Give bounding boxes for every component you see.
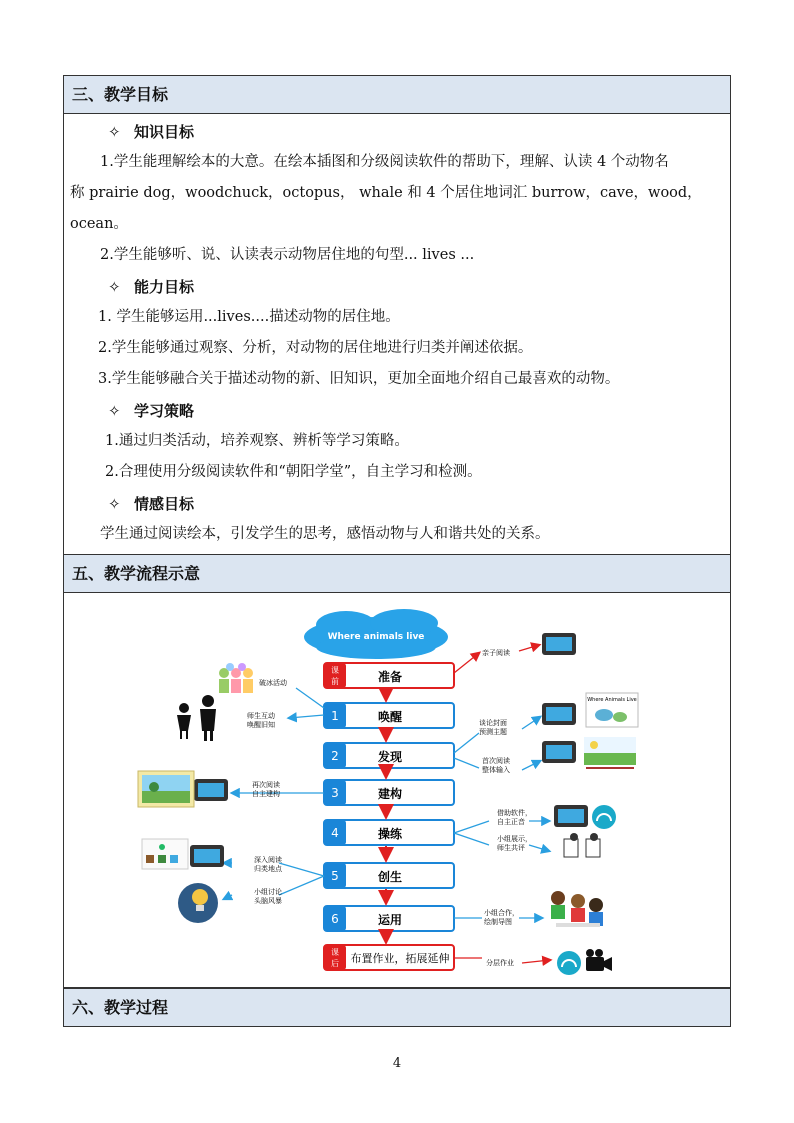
step-label-4: 操练 <box>377 827 403 841</box>
note-icebreak: 破冰活动 <box>259 679 287 687</box>
ability-p3: 3.学生能够融合关于描述动物的新、旧知识，更加全面地介绍自己最喜欢的动物。 <box>98 371 620 387</box>
tablet-icon <box>542 741 576 763</box>
step-badge-6-text: 6 <box>331 912 339 926</box>
tablet-icon <box>190 845 224 867</box>
group-presentation-icon <box>564 833 600 857</box>
video-camera-icon <box>586 949 612 971</box>
note-first-1: 首次阅读 <box>482 757 510 765</box>
section3-body <box>64 114 730 554</box>
knowledge-p1-line3: ocean。 <box>70 216 128 232</box>
step-badge-2-text: 2 <box>331 749 339 763</box>
note-teacher-1: 师生互动 <box>247 712 275 720</box>
group-cooperation-icon <box>551 891 603 927</box>
flow-steps <box>324 663 454 970</box>
tablet-icon <box>542 703 576 725</box>
tablet-icon <box>542 633 576 655</box>
step-badge-4-text: 4 <box>331 826 339 840</box>
headphone-icon <box>557 951 581 975</box>
tablet-icon <box>194 779 228 801</box>
note-parent-read: 亲子阅读 <box>482 649 510 657</box>
diamond-star-icon: ✧ <box>108 401 121 420</box>
flow-diagram-svg <box>64 593 730 987</box>
note-first-2: 整体输入 <box>482 766 510 774</box>
section6-header: 六、教学过程 <box>64 988 730 1026</box>
note-deep-2: 归类地点 <box>254 865 282 873</box>
note-software-1: 借助软件， <box>497 809 532 817</box>
note-discuss-1: 小组讨论 <box>254 888 282 896</box>
cloud-shape <box>304 609 448 659</box>
note-software-2: 自主正音 <box>497 818 525 826</box>
step-label-prep: 准备 <box>377 670 403 684</box>
tablet-icon <box>554 805 588 827</box>
section5-header: 五、教学流程示意 <box>64 554 730 593</box>
note-coop-2: 绘制导图 <box>484 918 512 926</box>
note-teacher-2: 唤醒旧知 <box>247 721 275 729</box>
forest-picture <box>138 771 194 807</box>
step-badge-after-text2: 后 <box>331 959 339 968</box>
knowledge-p2: 2.学生能够听、说、认读表示动物居住地的句型... lives ... <box>100 247 475 263</box>
note-deep-1: 深入阅读 <box>254 856 282 864</box>
knowledge-p1-line1: 1.学生能理解绘本的大意。在绘本插图和分级阅读软件的帮助下，理解、认读 4 个动物名 <box>100 154 669 170</box>
step-label-after: 布置作业，拓展延伸 <box>350 952 450 965</box>
ability-p2: 2.学生能够通过观察、分析，对动物的居住地进行归类并阐述依据。 <box>98 340 533 356</box>
ability-p1: 1. 学生能够运用...lives....描述动物的居住地。 <box>98 309 400 325</box>
diamond-star-icon: ✧ <box>108 277 121 296</box>
step-badge-5-text: 5 <box>331 869 339 883</box>
sorting-cards-image <box>142 839 188 869</box>
note-cover-1: 谈论封面 <box>479 719 507 727</box>
note-second-1: 再次阅读 <box>252 781 280 789</box>
ability-heading: ✧ 能力目标 <box>108 277 195 296</box>
strategy-p2: 2.合理使用分级阅读软件和“朝阳学堂”，自主学习和检测。 <box>105 464 482 480</box>
note-group-1: 小组展示， <box>497 835 532 843</box>
emotion-heading: ✧ 情感目标 <box>108 494 195 513</box>
knowledge-p1-line2: 称 prairie dog，woodchuck，octopus， whale 和 4 个居住地词汇 burrow，cave，wood， <box>70 185 702 201</box>
step-label-2: 发现 <box>377 750 403 764</box>
step-label-1: 唤醒 <box>377 710 403 724</box>
step-badge-prep-text2: 前 <box>331 677 339 686</box>
knowledge-heading: ✧ 知识目标 <box>108 122 195 141</box>
teacher-student-icon <box>177 695 216 741</box>
step-badge-1-text: 1 <box>331 709 339 723</box>
step-badge-3-text: 3 <box>331 786 339 800</box>
diamond-star-icon: ✧ <box>108 494 121 513</box>
page-number: 4 <box>392 1056 402 1071</box>
right-notes <box>479 648 532 967</box>
book-cover-image <box>586 693 638 727</box>
teaching-flow-diagram <box>64 593 730 988</box>
step-label-6: 运用 <box>377 913 403 927</box>
note-group-2: 师生共评 <box>497 844 525 852</box>
note-coop-1: 小组合作， <box>484 909 519 917</box>
brainstorm-bulb-icon <box>178 883 218 923</box>
section3-header: 三、教学目标 <box>64 76 730 114</box>
step-label-5: 创生 <box>377 870 403 884</box>
note-second-2: 自主建构 <box>252 790 280 798</box>
note-cover-2: 预测主题 <box>479 728 507 736</box>
step-badge-after-text: 课 <box>331 948 339 957</box>
strategy-p1: 1.通过归类活动，培养观察、辨析等学习策略。 <box>105 433 409 449</box>
note-layered: 分层作业 <box>486 959 514 967</box>
step-label-3: 建构 <box>377 787 403 801</box>
left-notes <box>247 678 287 905</box>
icebreak-people-icon <box>219 663 253 693</box>
landscape-image <box>584 737 636 769</box>
strategy-heading: ✧ 学习策略 <box>108 401 195 420</box>
note-discuss-2: 头脑风暴 <box>254 897 282 905</box>
headphone-icon <box>592 805 616 829</box>
step-badge-prep-text: 课 <box>331 666 339 675</box>
lesson-plan-table <box>63 75 731 1027</box>
book-cover-title: Where Animals Live <box>587 697 637 703</box>
diamond-star-icon: ✧ <box>108 122 121 141</box>
emotion-p1: 学生通过阅读绘本，引发学生的思考，感悟动物与人和谐共处的关系。 <box>100 526 550 542</box>
cloud-title: Where animals live <box>327 632 425 642</box>
